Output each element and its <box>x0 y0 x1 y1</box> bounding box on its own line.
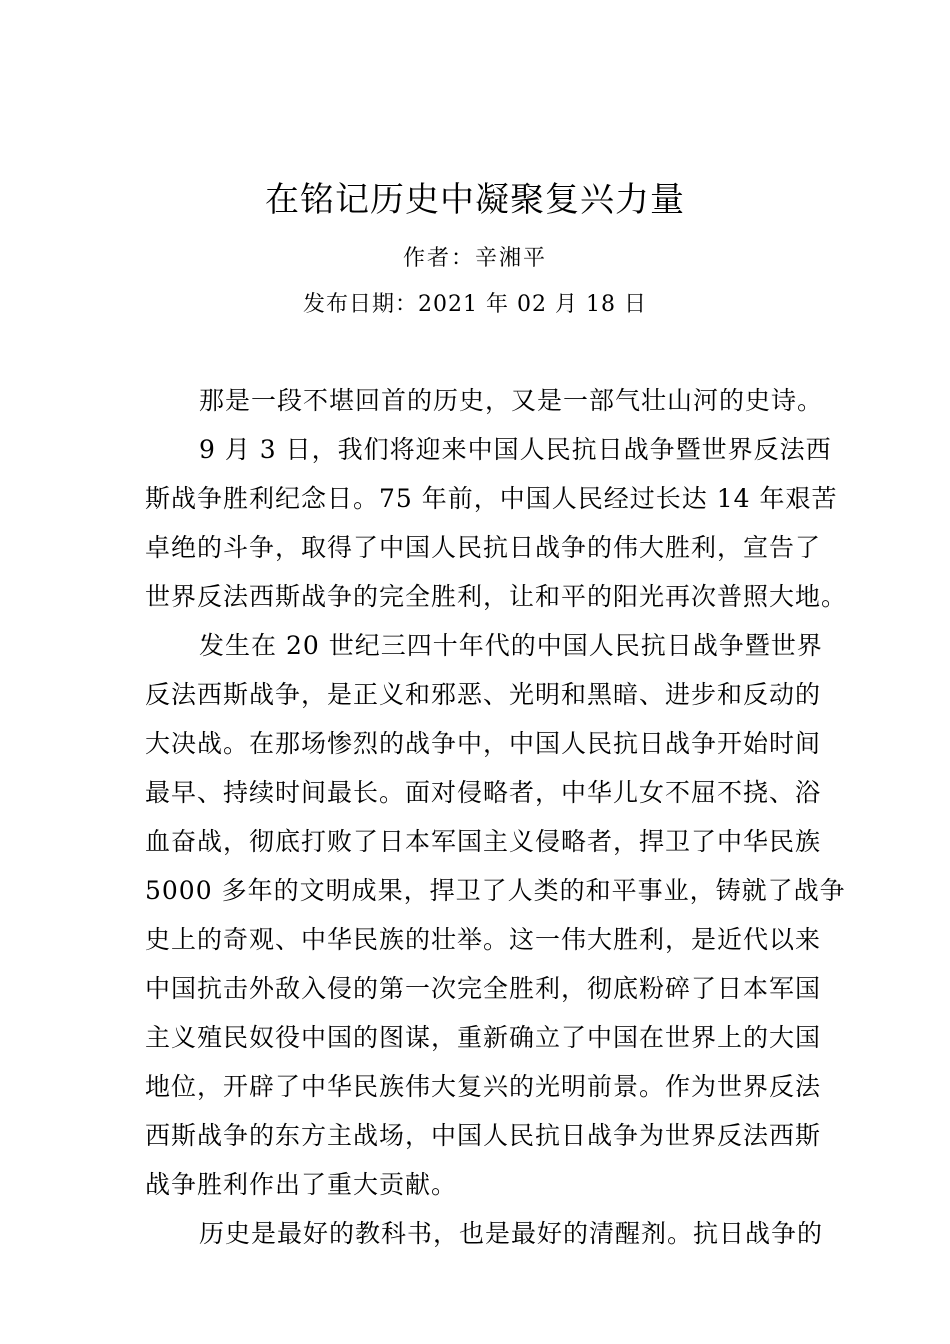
paragraph-2-line-3: 卓绝的斗争，取得了中国人民抗日战争的伟大胜利，宣告了 <box>145 533 822 562</box>
paragraph-3-line-2: 反法西斯战争，是正义和邪恶、光明和黑暗、进步和反动的 <box>145 680 822 709</box>
paragraph-4-line-1: 历史是最好的教科书，也是最好的清醒剂。抗日战争的 <box>199 1219 824 1248</box>
paragraph-3-line-5: 血奋战，彻底打败了日本军国主义侵略者，捍卫了中华民族 <box>145 827 822 856</box>
paragraph-2-line-4: 世界反法西斯战争的完全胜利，让和平的阳光再次普照大地。 <box>145 582 848 611</box>
paragraph-3-line-7: 史上的奇观、中华民族的壮举。这一伟大胜利，是近代以来 <box>145 925 822 954</box>
paragraph-3-line-3: 大决战。在那场惨烈的战争中，中国人民抗日战争开始时间 <box>145 729 822 758</box>
paragraph-3-line-4: 最早、持续时间最长。面对侵略者，中华儿女不屈不挠、浴 <box>145 778 822 807</box>
paragraph-1-line-1: 那是一段不堪回首的历史，又是一部气壮山河的史诗。 <box>199 386 824 415</box>
paragraph-3-line-8: 中国抗击外敌入侵的第一次完全胜利，彻底粉碎了日本军国 <box>145 974 822 1003</box>
paragraph-2-line-2: 斯战争胜利纪念日。75 年前，中国人民经过长达 14 年艰苦 <box>145 484 838 513</box>
paragraph-3-line-12: 战争胜利作出了重大贡献。 <box>145 1170 458 1199</box>
paragraph-2-line-1: 9 月 3 日，我们将迎来中国人民抗日战争暨世界反法西 <box>199 435 832 464</box>
article-title: 在铭记历史中凝聚复兴力量 <box>265 180 685 220</box>
paragraph-3-line-10: 地位，开辟了中华民族伟大复兴的光明前景。作为世界反法 <box>145 1072 822 1101</box>
paragraph-3-line-1: 发生在 20 世纪三四十年代的中国人民抗日战争暨世界 <box>199 631 823 660</box>
article-author: 作者：辛湘平 <box>402 246 547 271</box>
paragraph-3-line-6: 5000 多年的文明成果，捍卫了人类的和平事业，铸就了战争 <box>145 876 846 905</box>
paragraph-3-line-11: 西斯战争的东方主战场，中国人民抗日战争为世界反法西斯 <box>145 1121 822 1150</box>
paragraph-3-line-9: 主义殖民奴役中国的图谋，重新确立了中国在世界上的大国 <box>145 1023 822 1052</box>
article-body <box>145 376 848 1258</box>
publish-date: 发布日期：2021 年 02 月 18 日 <box>303 292 647 317</box>
